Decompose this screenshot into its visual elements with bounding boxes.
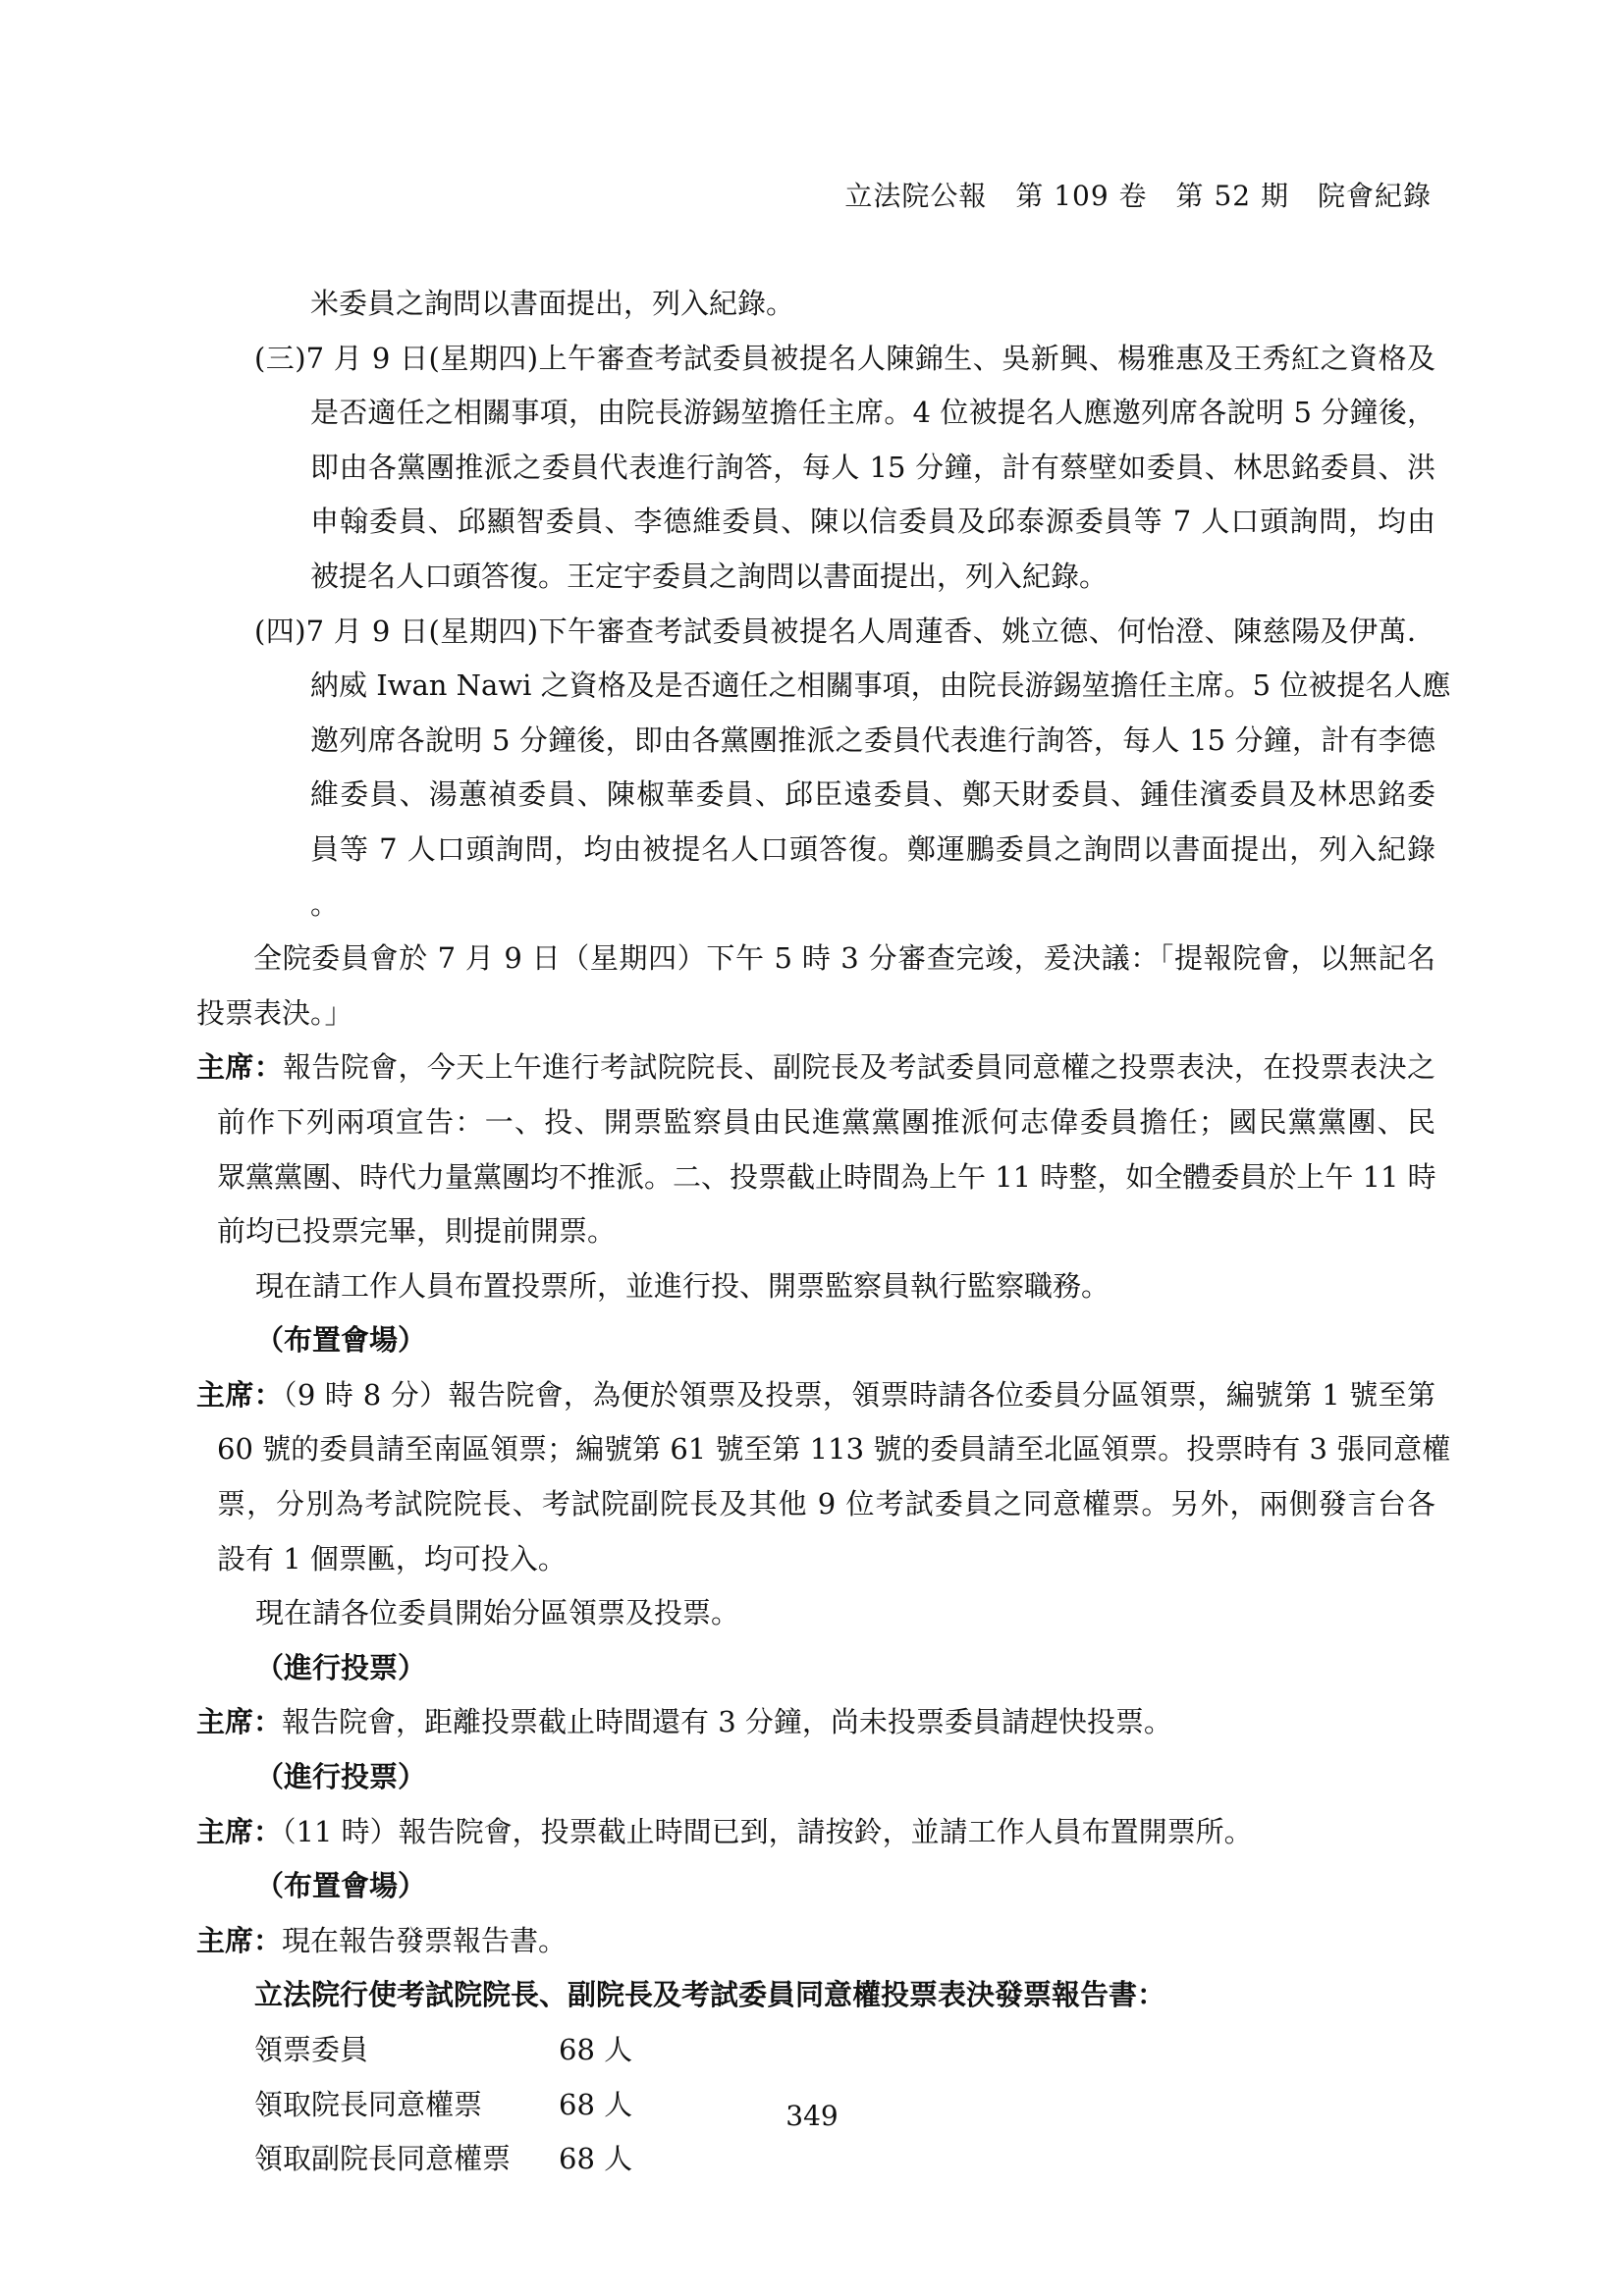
stage-direction: （進行投票） — [255, 1650, 427, 1684]
speech-paragraph — [196, 1368, 1435, 1423]
speech-paragraph — [196, 1914, 1435, 1969]
text-line: 維委員、湯蕙禎委員、陳椒華委員、邱臣遠委員、鄭天財委員、鍾佳濱委員及林思銘委 — [310, 777, 1435, 812]
text-line: 是否適任之相關事項，由院長游錫堃擔任主席。4 位被提名人應邀列席各說明 5 分鐘後， — [310, 396, 1435, 430]
text-line: 被提名人口頭答復。王定宇委員之詢問以書面提出，列入紀錄。 — [310, 559, 1109, 593]
document-body — [196, 277, 1451, 2187]
stage-direction: （進行投票） — [255, 1760, 427, 1794]
text-line: 前均已投票完畢，則提前開票。 — [217, 1214, 617, 1249]
text-line: 。 — [310, 886, 340, 921]
row-label: 領取副院長同意權票 — [254, 2142, 512, 2176]
speech-paragraph — [196, 1805, 1435, 1860]
row-value: 68 人 — [559, 2142, 633, 2176]
stage-direction: （布置會場） — [255, 1869, 427, 1903]
speech-text: （11 時）報告院會，投票截止時間已到，請按鈴，並請工作人員布置開票所。 — [282, 1814, 1253, 1848]
table-row — [196, 2132, 1435, 2187]
speaker-label: 主席： — [196, 1923, 283, 1957]
text-line: 全院委員會於 7 月 9 日（星期四）下午 5 時 3 分審查完竣，爰決議：「提報院會，以無記名 — [253, 941, 1435, 976]
row-value: 68 人 — [559, 2087, 633, 2121]
speech-text: 現在報告發票報告書。 — [282, 1923, 568, 1957]
text-line: 員等 7 人口頭詢問，均由被提名人口頭答復。鄭運鵬委員之詢問以書面提出，列入紀錄 — [310, 831, 1435, 866]
text-line: 設有 1 個票匭，均可投入。 — [217, 1541, 567, 1575]
speaker-label: 主席： — [196, 1050, 284, 1085]
page-number: 349 — [785, 2100, 839, 2132]
text-line: 即由各黨團推派之委員代表進行詢答，每人 15 分鐘，計有蔡壁如委員、林思銘委員、洪 — [310, 450, 1435, 484]
text-line: 投票表決。」 — [196, 995, 353, 1030]
text-line: 60 號的委員請至南區領票；編號第 61 號至第 113 號的委員請至北區領票。投票時有 3 張同意權 — [217, 1432, 1451, 1467]
table-row — [196, 2023, 1435, 2078]
row-label: 領票委員 — [254, 2033, 369, 2066]
text-line: 邀列席各說明 5 分鐘後，即由各黨團推派之委員代表進行詢答，每人 15 分鐘，計有李德 — [310, 722, 1435, 757]
speech-text: （9 時 8 分）報告院會，為便於領票及投票，領票時請各位委員分區領票，編號第 1 號至第 — [283, 1377, 1435, 1412]
page-header: 立法院公報 第 109 卷 第 52 期 院會紀錄 — [844, 180, 1432, 212]
list-item-4: (四)7 月 9 日(星期四)下午審查考試委員被提名人周蓮香、姚立德、何怡澄、陳慈陽及伊萬． — [254, 614, 1435, 648]
text-line: 米委員之詢問以書面提出，列入紀錄。 — [310, 287, 795, 320]
report-title: 立法院行使考試院院長、副院長及考試委員同意權投票表決發票報告書： — [254, 1978, 1166, 2012]
speech-paragraph — [196, 1695, 1435, 1750]
stage-direction: （布置會場） — [255, 1323, 427, 1358]
speaker-label: 主席： — [196, 1705, 283, 1739]
speaker-label: 主席： — [196, 1377, 284, 1412]
text-line: 申翰委員、邱顯智委員、李德維委員、陳以信委員及邱泰源委員等 7 人口頭詢問，均由 — [310, 505, 1435, 539]
speech-paragraph — [196, 1041, 1435, 1095]
text-line: 票，分別為考試院院長、考試院副院長及其他 9 位考試委員之同意權票。另外，兩側發言台各 — [217, 1487, 1435, 1522]
row-value: 68 人 — [559, 2033, 633, 2066]
text-line: 現在請各位委員開始分區領票及投票。 — [255, 1596, 740, 1630]
speech-text: 報告院會，今天上午進行考試院院長、副院長及考試委員同意權之投票表決，在投票表決之 — [283, 1050, 1435, 1085]
text-line: 眾黨黨團、時代力量黨團均不推派。二、投票截止時間為上午 11 時整，如全體委員於上午 11 時 — [217, 1159, 1436, 1194]
speaker-label: 主席： — [196, 1814, 283, 1848]
list-item-3: (三)7 月 9 日(星期四)上午審查考試委員被提名人陳錦生、吳新興、楊雅惠及王秀紅之資格及 — [254, 341, 1435, 375]
row-label: 領取院長同意權票 — [254, 2087, 483, 2121]
text-line: 前作下列兩項宣告：一、投、開票監察員由民進黨黨團推派何志偉委員擔任；國民黨黨團、民 — [217, 1104, 1435, 1139]
text-line: 納威 Iwan Nawi 之資格及是否適任之相關事項，由院長游錫堃擔任主席。5 位被提名人應 — [310, 668, 1451, 703]
text-line: 現在請工作人員布置投票所，並進行投、開票監察員執行監察職務。 — [255, 1268, 1110, 1303]
speech-text: 報告院會，距離投票截止時間還有 3 分鐘，尚未投票委員請趕快投票。 — [282, 1705, 1172, 1739]
